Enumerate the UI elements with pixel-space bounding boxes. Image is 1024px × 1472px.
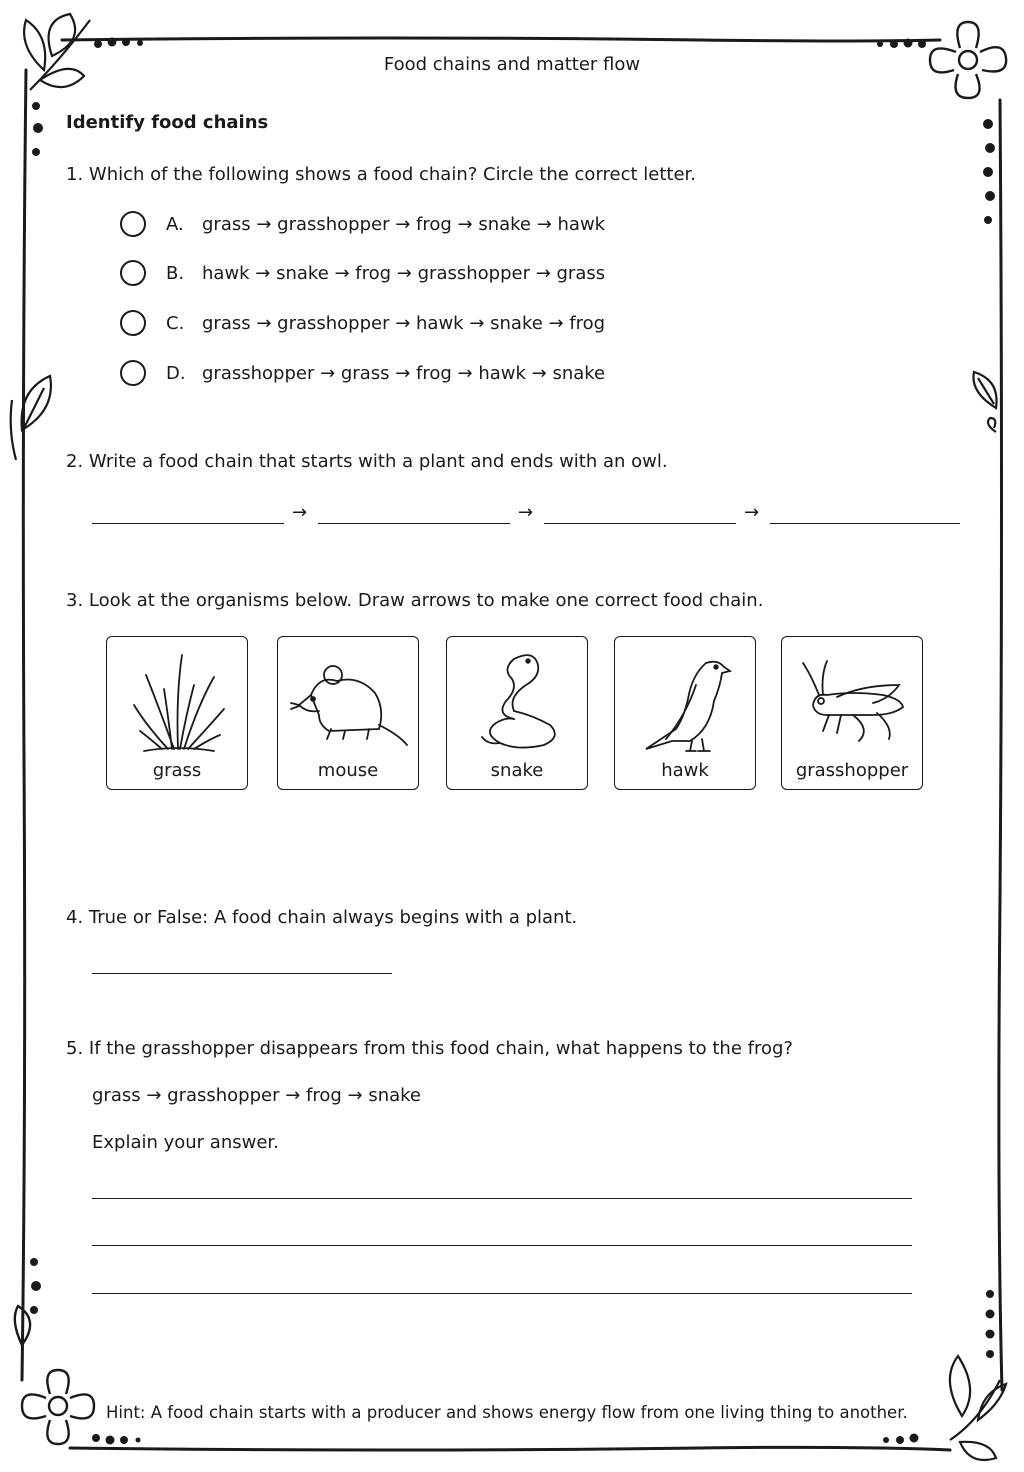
organism-label: hawk: [661, 760, 709, 781]
option-text: grass → grasshopper → frog → snake → hawk: [202, 213, 606, 235]
worksheet-title: Food chains and matter flow: [383, 54, 641, 75]
arrow-icon: →: [292, 502, 308, 523]
answer-circle[interactable]: [120, 211, 146, 237]
answer-line-3[interactable]: [92, 1293, 912, 1294]
option-b[interactable]: [120, 257, 605, 289]
hawk-icon: [626, 645, 746, 757]
answer-blank-3[interactable]: [544, 523, 736, 524]
grass-icon: [118, 645, 238, 757]
option-text: grass → grasshopper → hawk → snake → frog: [202, 312, 606, 334]
answer-blank-1[interactable]: [92, 523, 284, 524]
question-2-text: 2. Write a food chain that starts with a plant and ends with an owl.: [66, 451, 668, 472]
leaf-icon: [24, 14, 90, 90]
option-text: hawk → snake → frog → grasshopper → grass: [202, 262, 606, 284]
option-letter: C.: [166, 312, 185, 334]
answer-circle[interactable]: [120, 260, 146, 286]
question-5-text: 5. If the grasshopper disappears from this food chain, what happens to the frog?: [66, 1038, 793, 1059]
snake-icon: [458, 645, 578, 757]
organism-card-hawk[interactable]: [614, 636, 756, 790]
organism-card-grasshopper[interactable]: [781, 636, 923, 790]
answer-blank-2[interactable]: [318, 523, 510, 524]
section-heading: Identify food chains: [66, 112, 269, 133]
hint-text: Hint: A food chain starts with a producer and shows energy flow from one living thing to another.: [106, 1403, 908, 1422]
organism-label: snake: [490, 760, 544, 781]
leaf-icon: [11, 376, 51, 460]
question-1-text: 1. Which of the following shows a food chain? Circle the correct letter.: [66, 164, 697, 185]
answer-blank-4[interactable]: [770, 523, 960, 524]
answer-blank-true-false[interactable]: [92, 973, 392, 974]
answer-line-1[interactable]: [92, 1198, 912, 1199]
food-chain-example: grass → grasshopper → frog → snake: [92, 1085, 422, 1106]
question-3-text: 3. Look at the organisms below. Draw arrows to make one correct food chain.: [66, 590, 764, 611]
organism-card-snake[interactable]: [446, 636, 588, 790]
leaf-icon: [973, 372, 996, 432]
grasshopper-icon: [793, 645, 913, 757]
option-text: grasshopper → grass → frog → hawk → snake: [202, 362, 606, 384]
flower-icon: [15, 1306, 94, 1444]
arrow-icon: →: [518, 502, 534, 523]
organism-label: mouse: [317, 760, 379, 781]
organism-card-mouse[interactable]: [277, 636, 419, 790]
organism-card-grass[interactable]: [106, 636, 248, 790]
leaf-icon: [950, 1356, 1006, 1460]
option-letter: D.: [166, 362, 186, 384]
mouse-icon: [289, 645, 409, 757]
arrow-icon: →: [744, 502, 760, 523]
explain-prompt: Explain your answer.: [92, 1132, 279, 1153]
option-a[interactable]: [120, 208, 605, 240]
option-letter: A.: [166, 213, 184, 235]
option-c[interactable]: [120, 307, 605, 339]
organism-label: grass: [152, 760, 202, 781]
organism-label: grasshopper: [795, 760, 909, 781]
option-d[interactable]: [120, 357, 605, 389]
answer-line-2[interactable]: [92, 1245, 912, 1246]
option-letter: B.: [166, 262, 185, 284]
question-4-text: 4. True or False: A food chain always begins with a plant.: [66, 907, 578, 928]
answer-circle[interactable]: [120, 310, 146, 336]
answer-circle[interactable]: [120, 360, 146, 386]
